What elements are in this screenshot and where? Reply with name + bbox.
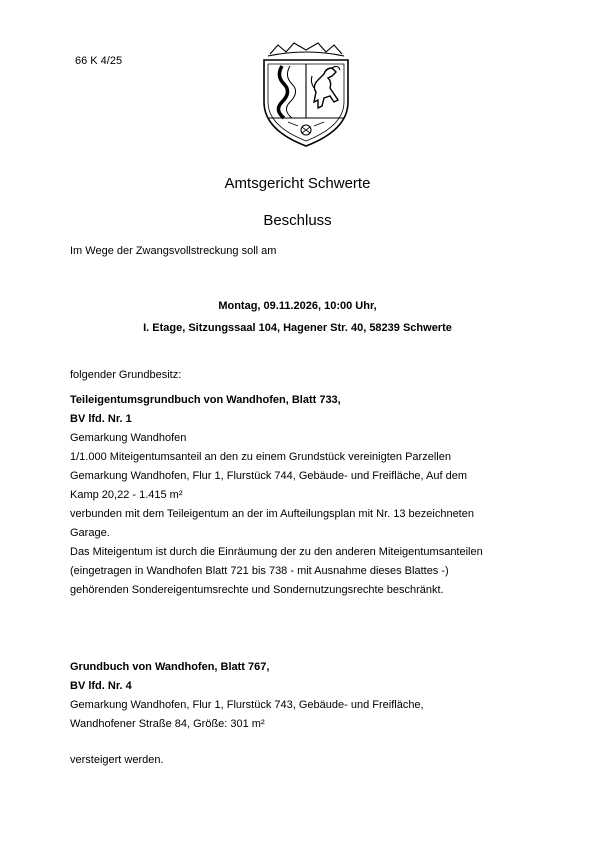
property-2-bv: BV lfd. Nr. 4 (70, 680, 132, 692)
property-1-line: Garage. (70, 527, 110, 539)
appointment-block (0, 295, 595, 339)
property-1-line: Gemarkung Wandhofen (70, 432, 187, 444)
case-number: 66 K 4/25 (75, 55, 123, 67)
closing-text: versteigert werden. (70, 754, 164, 766)
property-1-heading: Teileigentumsgrundbuch von Wandhofen, Blatt 733, (70, 394, 341, 406)
property-1-bv: BV lfd. Nr. 1 (70, 413, 132, 425)
intro-text: Im Wege der Zwangsvollstreckung soll am (70, 245, 277, 257)
property-1-line: (eingetragen in Wandhofen Blatt 721 bis 738 - mit Ausnahme dieses Blattes -) (70, 565, 449, 577)
appointment-date: Montag, 09.11.2026, 10:00 Uhr, (218, 300, 377, 312)
property-1-line: verbunden mit dem Teileigentum an der im Aufteilungsplan mit Nr. 13 bezeichneten (70, 508, 474, 520)
property-1-line: Gemarkung Wandhofen, Flur 1, Flurstück 744, Gebäude- und Freifläche, Auf dem (70, 470, 468, 482)
property-intro: folgender Grundbesitz: (70, 369, 182, 381)
property-section-1 (70, 391, 540, 600)
nrw-coat-of-arms-icon (258, 42, 354, 150)
property-2-line: Wandhofener Straße 84, Größe: 301 m² (70, 718, 265, 730)
property-section-2 (70, 658, 540, 734)
property-2-line: Gemarkung Wandhofen, Flur 1, Flurstück 743, Gebäude- und Freifläche, (70, 699, 424, 711)
property-1-line: gehörenden Sondereigentumsrechte und Sondernutzungsrechte beschränkt. (70, 584, 444, 596)
appointment-location: I. Etage, Sitzungssaal 104, Hagener Str. 40, 58239 Schwerte (143, 322, 452, 334)
property-2-heading: Grundbuch von Wandhofen, Blatt 767, (70, 661, 270, 673)
property-1-line: 1/1.000 Miteigentumsanteil an den zu einem Grundstück vereinigten Parzellen (70, 451, 451, 463)
property-1-line: Kamp 20,22 - 1.415 m² (70, 489, 183, 501)
document-title: Beschluss (263, 212, 332, 229)
court-name: Amtsgericht Schwerte (224, 175, 371, 192)
property-1-line: Das Miteigentum ist durch die Einräumung der zu den anderen Miteigentumsanteilen (70, 546, 483, 558)
